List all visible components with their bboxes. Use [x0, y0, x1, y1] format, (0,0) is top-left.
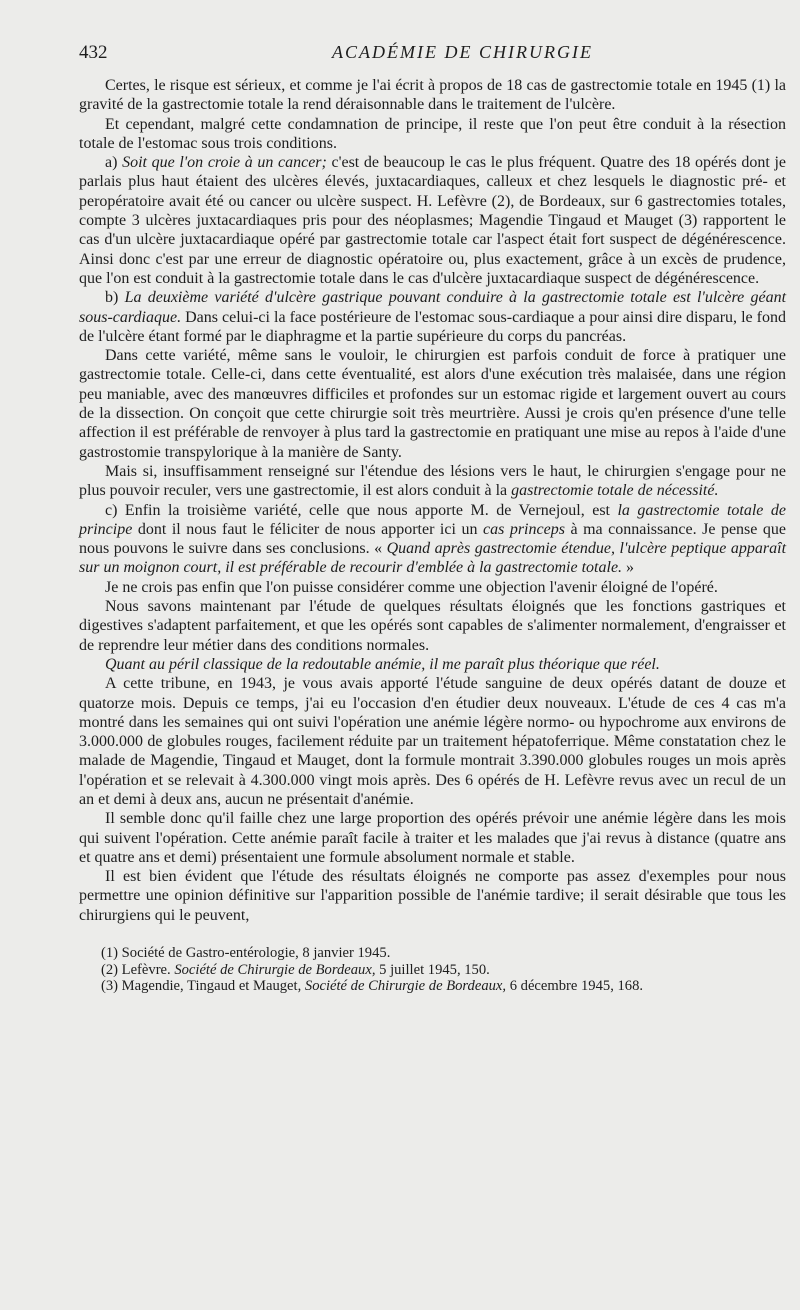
- text-run: Mais si, insuffisamment renseigné sur l'étendue des lésions vers le haut, le chirurgien s'engage pour ne plus pouvoir reculer, vers une gastrectomie, il est alors conduit à la: [79, 462, 786, 500]
- page-header: [79, 38, 786, 64]
- text-run: 5 juillet 1945, 150.: [375, 961, 490, 978]
- text-run: c) Enfin la troisième variété, celle que nous apporte M. de Vernejoul, est: [105, 501, 618, 519]
- paragraph: [79, 115, 786, 154]
- text-run: à ma connaissance. Je pense que nous pouvons le suivre dans ses conclusions. «: [79, 520, 786, 558]
- body-text: [79, 76, 786, 925]
- text-run: b): [105, 289, 125, 307]
- paragraph: [79, 809, 786, 867]
- running-title: ACADÉMIE DE CHIRURGIE: [332, 42, 593, 62]
- text-run: (2) Lefèvre.: [101, 961, 175, 978]
- paragraph: [79, 346, 786, 462]
- text-run: (1) Société de Gastro-entérologie, 8 janvier 1945.: [101, 945, 391, 962]
- text-run: Nous savons maintenant par l'étude de quelques résultats éloignés que les fonctions gastriques et digestives s'adaptent parfaitement, et que les opérés sont capables de s'alimenter normalement, d'engraisser et de reprendre leur métier dans des conditions normales.: [79, 598, 786, 654]
- italic-text: Société de Chirurgie de Bordeaux,: [304, 978, 507, 995]
- text-run: dont il nous faut le féliciter de nous apporter ici un: [132, 520, 483, 538]
- text-run: »: [622, 559, 635, 577]
- text-run: A cette tribune, en 1943, je vous avais apporté l'étude sanguine de deux opérés datant de douze et quatorze mois. Depuis ce temps, j'ai eu l'occasion d'en étudier deux nouveaux. L'étude de ces 4 cas m'a montré dans les semaines qui ont suivi l'opération une anémie légère normo- ou hypochrome aux environs de 3.000.000 de globules rouges, facilement réduite par un traitement hépatoferrique. Même constatation chez le malade de Magendie, Tingaud et Mauget, dont la formule montrait 3.390.000 globules rouges un mois après l'opération et se relevait à 4.300.000 vingt mois après. Des 6 opérés de H. Lefèvre revus avec un recul de un an et demi à deux ans, aucun ne présentait d'anémie.: [79, 675, 786, 808]
- text-run: Dans celui-ci la face postérieure de l'estomac sous-cardiaque a pour ainsi dire disparu, le fond de l'ulcère étant formé par le diaphragme et la partie supérieure du corps du pancréas.: [79, 308, 786, 345]
- paragraph: [79, 76, 786, 115]
- text-run: Il semble donc qu'il faille chez une large proportion des opérés prévoir une anémie légère dans les mois qui suivent l'opération. Cette anémie paraît facile à traiter et les malades que j'ai revus à distance (quatre ans et quatre ans et demi) présentaient une formule absolument normale et stable.: [79, 810, 786, 866]
- text-run: Dans cette variété, même sans le vouloir, le chirurgien est parfois conduit de force à pratiquer une gastrectomie totale. Celle-ci, dans cette éventualité, est alors d'une exécution très malaisée, dans une région peu maniable, avec des manœuvres difficiles et profondes sur un estomac rigide et largement ouvert au cours de la dissection. On conçoit que cette chirurgie soit très meurtrière. Aussi je crois qu'en présence d'une telle affection il est préférable de renvoyer à plus tard la gastrectomie en pratiquant une mise au repos à l'aide d'une gastrostomie transpylorique à la manière de Santy.: [79, 347, 786, 461]
- text-run: 6 décembre 1945, 168.: [506, 978, 644, 995]
- paragraph: [79, 462, 786, 501]
- text-run: Et cependant, malgré cette condamnation de principe, il reste que l'on peut être conduit à la résection totale de l'estomac sous trois conditions.: [79, 115, 786, 152]
- footnote: [101, 978, 786, 995]
- paragraph: [79, 867, 786, 925]
- italic-text: Quand après gastrectomie étendue, l'ulcère peptique apparaît sur un moignon court, il est préférable de recourir d'emblée à la gastrectomie totale.: [79, 540, 787, 577]
- paragraph: [79, 597, 786, 655]
- paragraph: [79, 153, 786, 288]
- italic-text: cas princeps: [482, 520, 565, 538]
- text-run: c'est de beaucoup le cas le plus fréquent. Quatre des 18 opérés dont je parlais plus haut étaient des ulcères élevés, juxtacardiaques, calleux et chez lesquels le diagnostic pré- et peropératoire avait été ou cancer ou ulcère suspect. H. Lefèvre (2), de Bordeaux, sur 6 gastrectomies totales, compte 3 ulcères juxtacardiaques pris pour des néoplasmes; Magendie Tingaud et Mauget (3) rapportent le cas d'un ulcère juxtacardiaque opéré par gastrectomie totale car l'aspect était fort suspect de dégénérescence. Ainsi donc c'est par une erreur de diagnostic opératoire ou, plus exactement, grâce à un excès de prudence, que l'on est conduit à la gastrectomie totale dans le cas d'ulcère juxtacardiaque suspect de dégénérescence.: [79, 154, 786, 287]
- footnotes: [79, 945, 786, 995]
- paragraph: [79, 501, 786, 578]
- text-run: a): [105, 154, 123, 172]
- page-number: 432: [79, 42, 108, 63]
- italic-text: la gastrectomie totale de principe: [79, 501, 786, 538]
- text-run: Il est bien évident que l'étude des résultats éloignés ne comporte pas assez d'exemples pour nous permettre une opinion définitive sur l'apparition possible de l'anémie tardive; il serait désirable que tous les chirurgiens qui le peuvent,: [79, 868, 786, 924]
- paragraph: [79, 655, 786, 674]
- paragraph: [79, 578, 786, 597]
- italic-text: Soit que l'on croie à un cancer;: [122, 154, 327, 172]
- footnote: [101, 962, 786, 979]
- italic-text: gastrectomie totale de nécessité.: [511, 482, 719, 500]
- paragraph: [79, 288, 786, 346]
- italic-text: Société de Chirurgie de Bordeaux,: [174, 961, 376, 978]
- text-run: Je ne crois pas enfin que l'on puisse considérer comme une objection l'avenir éloigné de l'opéré.: [105, 578, 718, 596]
- italic-text: Quant au péril classique de la redoutable anémie, il me paraît plus théorique que réel.: [105, 655, 660, 673]
- paragraph: [79, 674, 786, 809]
- italic-text: La deuxième variété d'ulcère gastrique pouvant conduire à la gastrectomie totale est l'ulcère géant sous-cardiaque.: [79, 289, 787, 326]
- text-run: (3) Magendie, Tingaud et Mauget,: [101, 978, 305, 995]
- text-run: Certes, le risque est sérieux, et comme je l'ai écrit à propos de 18 cas de gastrectomie totale en 1945 (1) la gravité de la gastrectomie totale la rend déraisonnable dans le traitement de l'ulcère.: [79, 77, 786, 114]
- footnote: [101, 945, 786, 962]
